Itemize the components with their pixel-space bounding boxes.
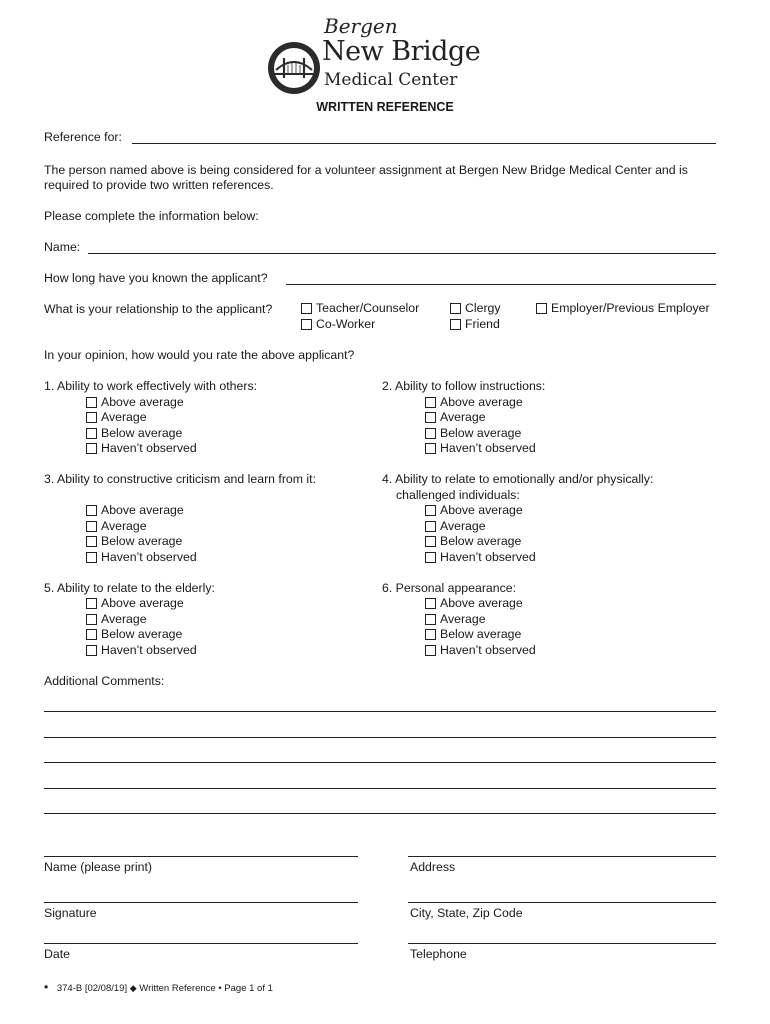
name-label: Name: xyxy=(44,240,81,254)
logo-script: Bergen xyxy=(324,14,398,38)
question-2: 2. Ability to follow instructions: xyxy=(382,379,546,393)
rating-option[interactable]: Above average xyxy=(425,395,523,411)
rating-option[interactable]: Average xyxy=(86,519,147,535)
checkbox[interactable] xyxy=(425,521,436,532)
date-label: Date xyxy=(44,947,70,961)
comment-line[interactable] xyxy=(44,711,716,712)
rating-option[interactable]: Below average xyxy=(425,627,521,643)
checkbox[interactable] xyxy=(425,412,436,423)
rating-option[interactable]: Haven’t observed xyxy=(86,550,197,566)
name-print-field[interactable] xyxy=(44,856,358,857)
relationship-option[interactable]: Friend xyxy=(450,317,500,333)
checkbox[interactable] xyxy=(425,505,436,516)
relationship-option[interactable]: Employer/Previous Employer xyxy=(536,301,710,317)
bridge-emblem-icon xyxy=(266,40,322,96)
footer-bullet: • xyxy=(44,980,49,994)
checkbox[interactable] xyxy=(425,428,436,439)
logo-name-line2: Medical Center xyxy=(324,70,458,90)
question-1: 1. Ability to work effectively with others: xyxy=(44,379,258,393)
intro-line-2: required to provide two written references. xyxy=(44,178,274,192)
footer xyxy=(44,980,273,994)
checkbox[interactable] xyxy=(301,319,312,330)
question-6: 6. Personal appearance: xyxy=(382,581,516,595)
additional-comments-label: Additional Comments: xyxy=(44,674,165,688)
question-4-continued: challenged individuals: xyxy=(396,488,520,502)
checkbox[interactable] xyxy=(86,629,97,640)
rating-option[interactable]: Below average xyxy=(425,426,521,442)
relationship-option[interactable]: Clergy xyxy=(450,301,501,317)
rating-option[interactable]: Average xyxy=(425,410,486,426)
telephone-label: Telephone xyxy=(410,947,467,961)
comment-line[interactable] xyxy=(44,813,716,814)
checkbox[interactable] xyxy=(301,303,312,314)
intro-line-1: The person named above is being considered for a volunteer assignment at Bergen New Bridge Medical Center and is xyxy=(44,163,688,177)
rating-option[interactable]: Average xyxy=(425,519,486,535)
logo xyxy=(266,14,506,100)
checkbox[interactable] xyxy=(86,505,97,516)
rating-option[interactable]: Above average xyxy=(425,596,523,612)
footer-code: 374-B [02/08/19] xyxy=(56,983,128,994)
checkbox[interactable] xyxy=(86,428,97,439)
relationship-option[interactable]: Co-Worker xyxy=(301,317,375,333)
checkbox[interactable] xyxy=(425,614,436,625)
page-title: WRITTEN REFERENCE xyxy=(316,100,454,114)
diamond-icon: ◆ xyxy=(129,983,137,993)
known-field[interactable] xyxy=(286,284,716,285)
rating-option[interactable]: Above average xyxy=(86,596,184,612)
question-5: 5. Ability to relate to the elderly: xyxy=(44,581,215,595)
city-state-zip-label: City, State, Zip Code xyxy=(410,906,523,920)
known-label: How long have you known the applicant? xyxy=(44,271,268,285)
checkbox[interactable] xyxy=(86,552,97,563)
rating-option[interactable]: Average xyxy=(86,410,147,426)
comment-line[interactable] xyxy=(44,788,716,789)
checkbox[interactable] xyxy=(86,536,97,547)
checkbox[interactable] xyxy=(536,303,547,314)
signature-label: Signature xyxy=(44,906,97,920)
rating-option[interactable]: Below average xyxy=(86,534,182,550)
question-4: 4. Ability to relate to emotionally and/or physically: xyxy=(382,472,654,486)
checkbox[interactable] xyxy=(86,443,97,454)
city-state-zip-field[interactable] xyxy=(408,902,716,903)
checkbox[interactable] xyxy=(425,598,436,609)
checkbox[interactable] xyxy=(86,598,97,609)
checkbox[interactable] xyxy=(86,521,97,532)
reference-for-field[interactable] xyxy=(132,143,716,144)
name-field[interactable] xyxy=(88,253,716,254)
rating-option[interactable]: Haven’t observed xyxy=(86,643,197,659)
checkbox[interactable] xyxy=(86,412,97,423)
rating-option[interactable]: Haven’t observed xyxy=(425,441,536,457)
checkbox[interactable] xyxy=(86,645,97,656)
date-field[interactable] xyxy=(44,943,358,944)
checkbox[interactable] xyxy=(425,443,436,454)
checkbox[interactable] xyxy=(425,552,436,563)
reference-for-label: Reference for: xyxy=(44,130,122,144)
comment-line[interactable] xyxy=(44,737,716,738)
rating-option[interactable]: Average xyxy=(425,612,486,628)
rating-option[interactable]: Above average xyxy=(86,395,184,411)
checkbox[interactable] xyxy=(425,536,436,547)
rating-option[interactable]: Haven’t observed xyxy=(86,441,197,457)
rating-option[interactable]: Below average xyxy=(86,627,182,643)
name-print-label: Name (please print) xyxy=(44,860,152,874)
address-label: Address xyxy=(410,860,456,874)
checkbox[interactable] xyxy=(86,397,97,408)
checkbox[interactable] xyxy=(425,629,436,640)
comment-line[interactable] xyxy=(44,762,716,763)
rating-option[interactable]: Average xyxy=(86,612,147,628)
checkbox[interactable] xyxy=(450,303,461,314)
please-complete-text: Please complete the information below: xyxy=(44,209,259,223)
rate-prompt: In your opinion, how would you rate the above applicant? xyxy=(44,348,355,362)
rating-option[interactable]: Haven’t observed xyxy=(425,550,536,566)
checkbox[interactable] xyxy=(425,397,436,408)
footer-text: Written Reference • Page 1 of 1 xyxy=(139,983,273,994)
checkbox[interactable] xyxy=(425,645,436,656)
logo-name-line1: New Bridge xyxy=(322,36,481,67)
checkbox[interactable] xyxy=(86,614,97,625)
rating-option[interactable]: Above average xyxy=(86,503,184,519)
address-field[interactable] xyxy=(408,856,716,857)
relationship-label: What is your relationship to the applicant? xyxy=(44,302,273,316)
relationship-option[interactable]: Teacher/Counselor xyxy=(301,301,419,317)
rating-option[interactable]: Haven’t observed xyxy=(425,643,536,659)
checkbox[interactable] xyxy=(450,319,461,330)
rating-option[interactable]: Below average xyxy=(425,534,521,550)
rating-option[interactable]: Below average xyxy=(86,426,182,442)
telephone-field[interactable] xyxy=(408,943,716,944)
question-3: 3. Ability to constructive criticism and learn from it: xyxy=(44,472,316,486)
rating-option[interactable]: Above average xyxy=(425,503,523,519)
signature-field[interactable] xyxy=(44,902,358,903)
